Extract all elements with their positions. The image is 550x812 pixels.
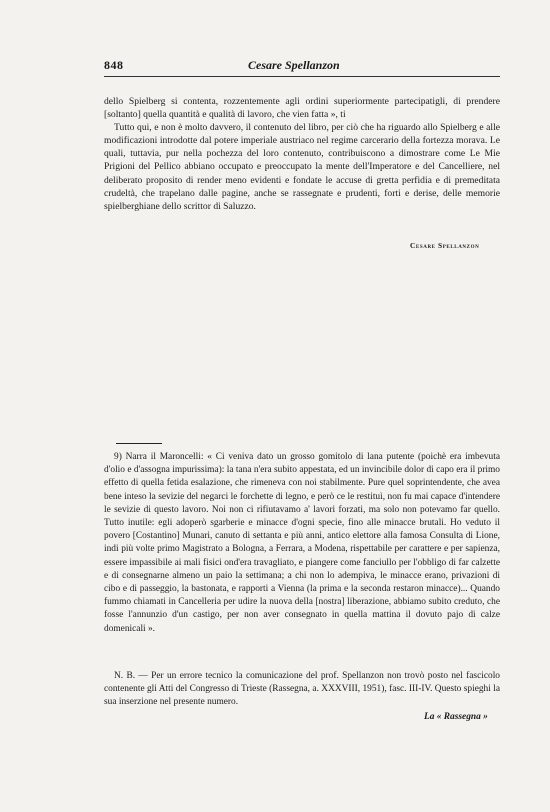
body-paragraph: Tutto qui, e non è molto davvero, il contenuto del libro, per ciò che ha riguardo allo Spielberg e alle modificazioni introdotte dal potere imperiale austriaco nel regime carcerario della fortezza morava. Le quali, tuttavia, pur nella pochezza del loro contenuto, contribuiscono a dimostrare come Le Mie Prigioni del Pellico abbiano occupato e preoccupato la mente dell'Imperatore e del Cancelliere, nel deliberato proposito di render meno evidenti e fondate le accuse di gretta perfidia e di premeditata crudeltà, che trapelano dalle pagine, anche se rassegnate e prudenti, forti e derise, delle memorie spielberghiane dello scrittor di Saluzzo. <box>104 122 500 212</box>
closing-signature: La « Rassegna » <box>424 712 488 722</box>
page-number: 848 <box>104 58 124 72</box>
footnote-text: 9) Narra il Maroncelli: « Ci veniva dato un grosso gomitolo di lana putente (poichè era imbevuta d'olio e d'assogna impurissima): la tana n'era subito appestata, ed un invincibile dolor di capo era il primo effetto di quella fetida esalazione, che rimeneva con noi stabilmente. Pure quel soprintendente, che avea bene inteso la sevizie del negarci le forchette di legno, e però ce le restituì, non fu mai capace d'intendere le sevizie di questo lavoro. Noi non ci rifiutavamo a' lavori forzati, ma solo non potevamo far quello. Tutto inutile: egli adoperò sgarberie e minacce d'ogni specie, fino alle minacce brutali. Ho veduto il povero [Costantino] Munari, canuto di settanta e più anni, antico elettore alla famosa Consulta di Lione, indi più volte primo Magistrato a Bologna, a Ferrara, a Modena, rispettabile per carattere e per sapienza, essere impassibile ai mali fisici ond'era travagliato, e piangere come fanciullo per l'obbligo di far calzette e di consegnarne almeno un paio la settimana; a chi non lo adempiva, le minacce erano, privazioni di cibo e di passeggio, la bastonata, e rapporti a Vienna (la prima e la seconda restaron minacce)... Quando fummo chiamati in Cancelleria per udire la nuova della [nostra] liberazione, abbiamo subito creduto, che fosse l'annunzio d'un castigo, per non aver consegnato in quella mattina il dovuto pajo di calze domenicali ». <box>104 452 500 634</box>
header-rule <box>104 76 500 77</box>
body-text <box>104 95 500 213</box>
body-paragraph: dello Spielberg si contenta, rozzentemente agli ordini superiormente partecipatigli, di prendere [soltanto] quella quantità e qualità di lavoro, che vien fatta », ti <box>104 96 500 121</box>
footnote <box>104 451 500 636</box>
running-head: Cesare Spellanzon <box>248 58 340 72</box>
editorial-note <box>104 670 500 710</box>
author-signature: Cesare Spellanzon <box>410 241 480 250</box>
editorial-note-text: N. B. — Per un errore tecnico la comunicazione del prof. Spellanzon non trovò posto nel fascicolo contenente gli Atti del Congresso di Trieste (Rassegna, a. XXXVIII, 1951), fasc. III-IV. Questo spieghi la sua inserzione nel presente numero. <box>104 671 500 708</box>
footnote-rule <box>116 443 162 444</box>
